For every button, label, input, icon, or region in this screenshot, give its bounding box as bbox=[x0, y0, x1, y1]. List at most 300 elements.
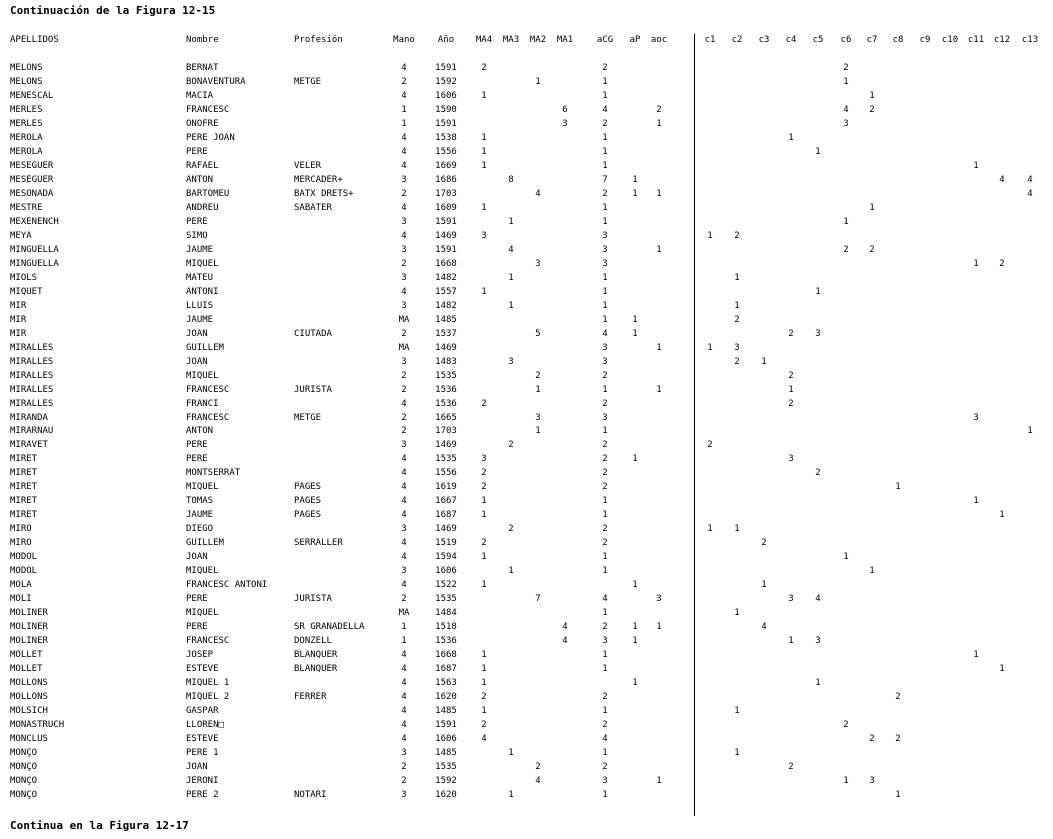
table-cell: ANDREU bbox=[186, 203, 219, 213]
table-cell: MIRAVET bbox=[10, 440, 48, 450]
table-cell: 1 bbox=[602, 748, 608, 758]
column-header: c2 bbox=[731, 35, 743, 45]
column-header: c4 bbox=[785, 35, 797, 45]
table-cell: 1 bbox=[632, 315, 638, 325]
table-cell: 4 bbox=[401, 147, 407, 157]
table-cell: MOLLONS bbox=[10, 678, 48, 688]
table-cell: BARTOMEU bbox=[186, 189, 230, 199]
table-cell: 4 bbox=[401, 664, 407, 674]
column-header: aP bbox=[629, 35, 641, 45]
table-cell: 2 bbox=[401, 189, 407, 199]
table-cell: MEROLA bbox=[10, 147, 43, 157]
column-header: c11 bbox=[967, 35, 985, 45]
table-cell: JAUME bbox=[186, 245, 214, 255]
table-cell: 2 bbox=[788, 329, 794, 339]
table-cell: 3 bbox=[481, 231, 487, 241]
table-cell: 2 bbox=[602, 482, 608, 492]
table-cell: 2 bbox=[602, 720, 608, 730]
table-cell: 1482 bbox=[435, 273, 457, 283]
table-cell: PERE bbox=[186, 217, 208, 227]
table-cell: 4 bbox=[401, 399, 407, 409]
table-cell: FERRER bbox=[294, 692, 327, 702]
table-cell: 1 bbox=[602, 650, 608, 660]
table-cell: 1 bbox=[707, 231, 713, 241]
table-cell: 1619 bbox=[435, 482, 457, 492]
table-cell: MIR bbox=[10, 301, 27, 311]
table-cell: MEYA bbox=[10, 231, 32, 241]
table-cell: 1 bbox=[788, 133, 794, 143]
table-cell: 4 bbox=[562, 636, 568, 646]
table-cell: 3 bbox=[481, 454, 487, 464]
table-cell: 2 bbox=[895, 734, 901, 744]
table-cell: 3 bbox=[788, 594, 794, 604]
table-cell: ANTON bbox=[186, 426, 214, 436]
table-cell: MIQUEL bbox=[186, 482, 219, 492]
table-cell: 3 bbox=[535, 413, 541, 423]
table-cell: BATX DRETS+ bbox=[294, 189, 354, 199]
figure-continues-note: Continua en la Figura 12-17 bbox=[10, 819, 189, 832]
table-cell: 1 bbox=[602, 301, 608, 311]
table-cell: 1 bbox=[602, 496, 608, 506]
table-cell: 1469 bbox=[435, 440, 457, 450]
table-cell: 1563 bbox=[435, 678, 457, 688]
table-cell: MIRET bbox=[10, 468, 38, 478]
table-cell: 1590 bbox=[435, 105, 457, 115]
table-cell: 2 bbox=[707, 440, 713, 450]
table-cell: 1 bbox=[602, 161, 608, 171]
table-cell: 2 bbox=[481, 720, 487, 730]
table-cell: 1 bbox=[843, 77, 849, 87]
table-cell: 1 bbox=[1027, 426, 1033, 436]
table-cell: BERNAT bbox=[186, 63, 219, 73]
table-cell: BLANQUER bbox=[294, 650, 338, 660]
table-cell: MODOL bbox=[10, 566, 38, 576]
table-cell: 1 bbox=[656, 622, 662, 632]
table-cell: 1 bbox=[973, 161, 979, 171]
table-cell: 4 bbox=[401, 496, 407, 506]
table-cell: 2 bbox=[401, 259, 407, 269]
table-cell: 3 bbox=[602, 776, 608, 786]
table-cell: MOLLET bbox=[10, 650, 43, 660]
table-cell: MOLINER bbox=[10, 608, 48, 618]
table-cell: 3 bbox=[815, 636, 821, 646]
table-cell: MIQUEL bbox=[186, 566, 219, 576]
column-header: Mano bbox=[393, 35, 415, 45]
table-cell: 3 bbox=[562, 119, 568, 129]
table-cell: 2 bbox=[815, 468, 821, 478]
table-cell: 1469 bbox=[435, 343, 457, 353]
table-cell: 3 bbox=[401, 175, 407, 185]
table-cell: 2 bbox=[481, 538, 487, 548]
table-cell: MELONS bbox=[10, 63, 43, 73]
table-cell: 2 bbox=[788, 762, 794, 772]
table-cell: METGE bbox=[294, 77, 322, 87]
table-cell: PERE bbox=[186, 440, 208, 450]
table-cell: 2 bbox=[481, 63, 487, 73]
table-cell: 2 bbox=[401, 385, 407, 395]
table-cell: 1 bbox=[602, 133, 608, 143]
table-cell: 2 bbox=[843, 720, 849, 730]
table-cell: GUILLEM bbox=[186, 538, 224, 548]
table-cell: 1 bbox=[895, 790, 901, 800]
table-cell: TOMAS bbox=[186, 496, 214, 506]
column-header: APELLIDOS bbox=[10, 35, 59, 45]
column-header: c10 bbox=[941, 35, 959, 45]
table-cell: MESEGUER bbox=[10, 175, 54, 185]
table-cell: 1591 bbox=[435, 119, 457, 129]
table-cell: 4 bbox=[1027, 189, 1033, 199]
table-cell: 2 bbox=[788, 371, 794, 381]
table-cell: 4 bbox=[401, 468, 407, 478]
table-cell: MIOLS bbox=[10, 273, 38, 283]
table-cell: MONCLUS bbox=[10, 734, 48, 744]
table-cell: MIQUEL bbox=[186, 608, 219, 618]
table-cell: MINGUELLA bbox=[10, 245, 59, 255]
table-cell: 2 bbox=[602, 524, 608, 534]
table-cell: GASPAR bbox=[186, 706, 219, 716]
table-cell: 1484 bbox=[435, 608, 457, 618]
table-cell: 3 bbox=[602, 413, 608, 423]
table-cell: DIEGO bbox=[186, 524, 214, 534]
table-cell: 4 bbox=[401, 510, 407, 520]
column-header: c8 bbox=[892, 35, 904, 45]
table-cell: 2 bbox=[401, 371, 407, 381]
table-cell: 1 bbox=[734, 273, 740, 283]
table-cell: 2 bbox=[734, 231, 740, 241]
table-cell: 1687 bbox=[435, 510, 457, 520]
table-cell: BONAVENTURA bbox=[186, 77, 246, 87]
column-header: c9 bbox=[919, 35, 931, 45]
table-cell: SIMO bbox=[186, 231, 208, 241]
table-cell: 1686 bbox=[435, 175, 457, 185]
column-header: Profesión bbox=[294, 35, 343, 45]
table-cell: 1538 bbox=[435, 133, 457, 143]
table-cell: 4 bbox=[815, 594, 821, 604]
table-cell: 2 bbox=[535, 762, 541, 772]
table-cell: 1 bbox=[843, 552, 849, 562]
table-cell: 4 bbox=[401, 203, 407, 213]
table-cell: 1 bbox=[656, 189, 662, 199]
table-cell: 4 bbox=[401, 692, 407, 702]
table-cell: JOAN bbox=[186, 329, 208, 339]
table-cell: 2 bbox=[602, 371, 608, 381]
table-cell: 1 bbox=[602, 385, 608, 395]
table-cell: 1 bbox=[632, 329, 638, 339]
table-cell: 1536 bbox=[435, 385, 457, 395]
table-cell: 1 bbox=[602, 77, 608, 87]
table-cell: 1485 bbox=[435, 706, 457, 716]
table-cell: MONTSERRAT bbox=[186, 468, 241, 478]
table-cell: 1591 bbox=[435, 720, 457, 730]
table-cell: 2 bbox=[535, 371, 541, 381]
table-cell: 4 bbox=[999, 175, 1005, 185]
table-cell: 1 bbox=[481, 161, 487, 171]
table-cell: JOAN bbox=[186, 357, 208, 367]
table-cell: JOAN bbox=[186, 762, 208, 772]
table-cell: 2 bbox=[843, 63, 849, 73]
table-cell: 4 bbox=[843, 105, 849, 115]
table-cell: PERE 2 bbox=[186, 790, 219, 800]
table-cell: 2 bbox=[869, 734, 875, 744]
table-cell: 1 bbox=[602, 217, 608, 227]
table-cell: 1 bbox=[707, 343, 713, 353]
table-cell: 3 bbox=[602, 343, 608, 353]
table-cell: DONZELL bbox=[294, 636, 332, 646]
table-cell: 4 bbox=[481, 734, 487, 744]
table-cell: MONÇO bbox=[10, 762, 38, 772]
table-cell: MIRO bbox=[10, 524, 32, 534]
table-cell: 2 bbox=[869, 105, 875, 115]
table-cell: 2 bbox=[602, 63, 608, 73]
table-cell: 1522 bbox=[435, 580, 457, 590]
table-cell: 1 bbox=[761, 357, 767, 367]
table-cell: 2 bbox=[602, 762, 608, 772]
table-cell: SERRALLER bbox=[294, 538, 343, 548]
table-cell: 2 bbox=[602, 440, 608, 450]
table-cell: 1591 bbox=[435, 245, 457, 255]
table-cell: 2 bbox=[602, 399, 608, 409]
table-cell: 1 bbox=[632, 175, 638, 185]
table-cell: 1 bbox=[481, 552, 487, 562]
table-cell: 4 bbox=[401, 231, 407, 241]
table-cell: MEROLA bbox=[10, 133, 43, 143]
column-header: Nombre bbox=[186, 35, 219, 45]
table-cell: 2 bbox=[734, 315, 740, 325]
table-cell: 1536 bbox=[435, 399, 457, 409]
table-cell: FRANCESC bbox=[186, 413, 230, 423]
table-cell: MEXENENCH bbox=[10, 217, 59, 227]
table-cell: 4 bbox=[401, 720, 407, 730]
column-header: c6 bbox=[840, 35, 852, 45]
table-cell: 2 bbox=[602, 692, 608, 702]
table-cell: 4 bbox=[401, 650, 407, 660]
table-cell: 6 bbox=[562, 105, 568, 115]
table-cell: 1535 bbox=[435, 371, 457, 381]
table-cell: 4 bbox=[602, 329, 608, 339]
table-cell: MERLES bbox=[10, 119, 43, 129]
table-cell: 1 bbox=[999, 664, 1005, 674]
table-cell: 1 bbox=[815, 678, 821, 688]
table-cell: ANTON bbox=[186, 175, 214, 185]
table-cell: 2 bbox=[869, 245, 875, 255]
table-cell: 1 bbox=[973, 259, 979, 269]
table-cell: 2 bbox=[788, 399, 794, 409]
table-cell: FRANCESC bbox=[186, 385, 230, 395]
table-cell: 3 bbox=[535, 259, 541, 269]
table-cell: 1483 bbox=[435, 357, 457, 367]
table-cell: 3 bbox=[734, 343, 740, 353]
table-cell: 1 bbox=[602, 147, 608, 157]
table-cell: 1 bbox=[481, 287, 487, 297]
table-cell: 1606 bbox=[435, 91, 457, 101]
table-cell: 4 bbox=[602, 734, 608, 744]
table-cell: PAGES bbox=[294, 496, 322, 506]
table-cell: 1 bbox=[843, 217, 849, 227]
table-cell: 1 bbox=[815, 147, 821, 157]
table-cell: ONOFRE bbox=[186, 119, 219, 129]
figure-continuation-title: Continuación de la Figura 12-15 bbox=[10, 4, 216, 17]
table-cell: 1 bbox=[734, 608, 740, 618]
table-cell: FRANCI bbox=[186, 399, 219, 409]
table-cell: MIRALLES bbox=[10, 399, 54, 409]
table-cell: METGE bbox=[294, 413, 322, 423]
table-cell: 2 bbox=[602, 189, 608, 199]
table-cell: 1 bbox=[602, 426, 608, 436]
table-cell: 1 bbox=[481, 580, 487, 590]
table-cell: 1 bbox=[602, 203, 608, 213]
table-cell: 1 bbox=[869, 91, 875, 101]
column-header: Año bbox=[437, 35, 455, 45]
table-cell: 4 bbox=[401, 482, 407, 492]
table-cell: 3 bbox=[401, 245, 407, 255]
table-cell: 1556 bbox=[435, 147, 457, 157]
table-cell: JAUME bbox=[186, 510, 214, 520]
table-cell: 4 bbox=[401, 706, 407, 716]
table-cell: 4 bbox=[602, 594, 608, 604]
table-cell: MIRET bbox=[10, 454, 38, 464]
table-cell: 3 bbox=[602, 245, 608, 255]
table-cell: 2 bbox=[481, 692, 487, 702]
table-cell: ESTEVE bbox=[186, 734, 219, 744]
table-cell: MINGUELLA bbox=[10, 259, 59, 269]
column-header: c7 bbox=[866, 35, 878, 45]
table-cell: VELER bbox=[294, 161, 322, 171]
table-cell: MOLLET bbox=[10, 664, 43, 674]
table-cell: 1 bbox=[535, 385, 541, 395]
table-cell: MACIA bbox=[186, 91, 214, 101]
table-cell: 1 bbox=[481, 147, 487, 157]
column-header: aoc bbox=[650, 35, 668, 45]
table-cell: 4 bbox=[401, 580, 407, 590]
table-cell: 3 bbox=[401, 301, 407, 311]
table-cell: 2 bbox=[895, 692, 901, 702]
table-cell: 2 bbox=[602, 468, 608, 478]
table-cell: 2 bbox=[843, 245, 849, 255]
table-cell: 1537 bbox=[435, 329, 457, 339]
table-cell: 1 bbox=[602, 664, 608, 674]
table-cell: 4 bbox=[401, 734, 407, 744]
table-cell: 2 bbox=[761, 538, 767, 548]
table-cell: 2 bbox=[734, 357, 740, 367]
table-cell: 1 bbox=[602, 315, 608, 325]
table-cell: 1 bbox=[481, 91, 487, 101]
table-cell: MIRO bbox=[10, 538, 32, 548]
column-header: aCG bbox=[596, 35, 614, 45]
table-cell: JURISTA bbox=[294, 385, 332, 395]
table-cell: 1 bbox=[999, 510, 1005, 520]
table-cell: 4 bbox=[535, 776, 541, 786]
table-cell: MA bbox=[398, 343, 410, 353]
table-cell: 2 bbox=[508, 440, 514, 450]
table-cell: 4 bbox=[401, 454, 407, 464]
table-cell: 1 bbox=[602, 91, 608, 101]
table-cell: MIRALLES bbox=[10, 371, 54, 381]
table-cell: JERONI bbox=[186, 776, 219, 786]
table-cell: 1535 bbox=[435, 454, 457, 464]
table-cell: MESONADA bbox=[10, 189, 54, 199]
table-cell: 4 bbox=[401, 161, 407, 171]
table-cell: ESTEVE bbox=[186, 664, 219, 674]
table-cell: 4 bbox=[535, 189, 541, 199]
table-cell: 1 bbox=[401, 105, 407, 115]
table-cell: JOAN bbox=[186, 552, 208, 562]
table-cell: MA bbox=[398, 608, 410, 618]
table-cell: 1 bbox=[481, 496, 487, 506]
table-cell: 1 bbox=[656, 119, 662, 129]
table-cell: 3 bbox=[602, 636, 608, 646]
table-cell: 3 bbox=[401, 524, 407, 534]
table-cell: 1 bbox=[632, 580, 638, 590]
table-cell: 1 bbox=[707, 524, 713, 534]
table-cell: 3 bbox=[401, 790, 407, 800]
table-cell: MENESCAL bbox=[10, 91, 54, 101]
table-cell: MA bbox=[398, 315, 410, 325]
table-cell: 3 bbox=[843, 119, 849, 129]
table-cell: 1606 bbox=[435, 734, 457, 744]
table-cell: 1620 bbox=[435, 790, 457, 800]
table-cell: 3 bbox=[973, 413, 979, 423]
table-cell: 1 bbox=[632, 636, 638, 646]
table-cell: FRANCESC ANTONI bbox=[186, 580, 268, 590]
table-cell: MIQUEL bbox=[186, 259, 219, 269]
table-cell: 3 bbox=[401, 273, 407, 283]
table-cell: 1 bbox=[602, 273, 608, 283]
column-header: c3 bbox=[758, 35, 770, 45]
table-cell: MIRET bbox=[10, 510, 38, 520]
table-cell: 4 bbox=[401, 538, 407, 548]
table-cell: PAGES bbox=[294, 510, 322, 520]
table-cell: 1519 bbox=[435, 538, 457, 548]
table-cell: SABATER bbox=[294, 203, 332, 213]
table-cell: MONÇO bbox=[10, 776, 38, 786]
table-cell: 1 bbox=[602, 608, 608, 618]
table-cell: 2 bbox=[401, 426, 407, 436]
table-cell: 1668 bbox=[435, 650, 457, 660]
table-cell: 7 bbox=[535, 594, 541, 604]
table-cell: 4 bbox=[508, 245, 514, 255]
table-cell: 1 bbox=[602, 790, 608, 800]
table-cell: 2 bbox=[401, 776, 407, 786]
table-cell: JURISTA bbox=[294, 594, 332, 604]
table-cell: MOLA bbox=[10, 580, 32, 590]
table-cell: MIR bbox=[10, 329, 27, 339]
table-cell: MIRALLES bbox=[10, 357, 54, 367]
table-cell: LLOREN□ bbox=[186, 720, 224, 730]
table-cell: MONÇO bbox=[10, 748, 38, 758]
table-cell: 4 bbox=[401, 63, 407, 73]
table-cell: 4 bbox=[761, 622, 767, 632]
table-cell: 1518 bbox=[435, 622, 457, 632]
table-cell: MESTRE bbox=[10, 203, 43, 213]
table-cell: 1485 bbox=[435, 748, 457, 758]
table-cell: LLUIS bbox=[186, 301, 214, 311]
table-cell: 3 bbox=[788, 454, 794, 464]
table-cell: 1687 bbox=[435, 664, 457, 674]
table-cell: 1668 bbox=[435, 259, 457, 269]
table-cell: MOLINER bbox=[10, 636, 48, 646]
table-cell: 1556 bbox=[435, 468, 457, 478]
table-cell: 3 bbox=[401, 566, 407, 576]
table-cell: 1 bbox=[481, 203, 487, 213]
table-cell: 1 bbox=[656, 343, 662, 353]
table-cell: 1591 bbox=[435, 217, 457, 227]
table-cell: MIRARNAU bbox=[10, 426, 54, 436]
table-cell: 1 bbox=[734, 748, 740, 758]
table-cell: 1 bbox=[869, 566, 875, 576]
column-header: MA2 bbox=[529, 35, 547, 45]
table-cell: 4 bbox=[401, 552, 407, 562]
table-cell: MIQUET bbox=[10, 287, 43, 297]
